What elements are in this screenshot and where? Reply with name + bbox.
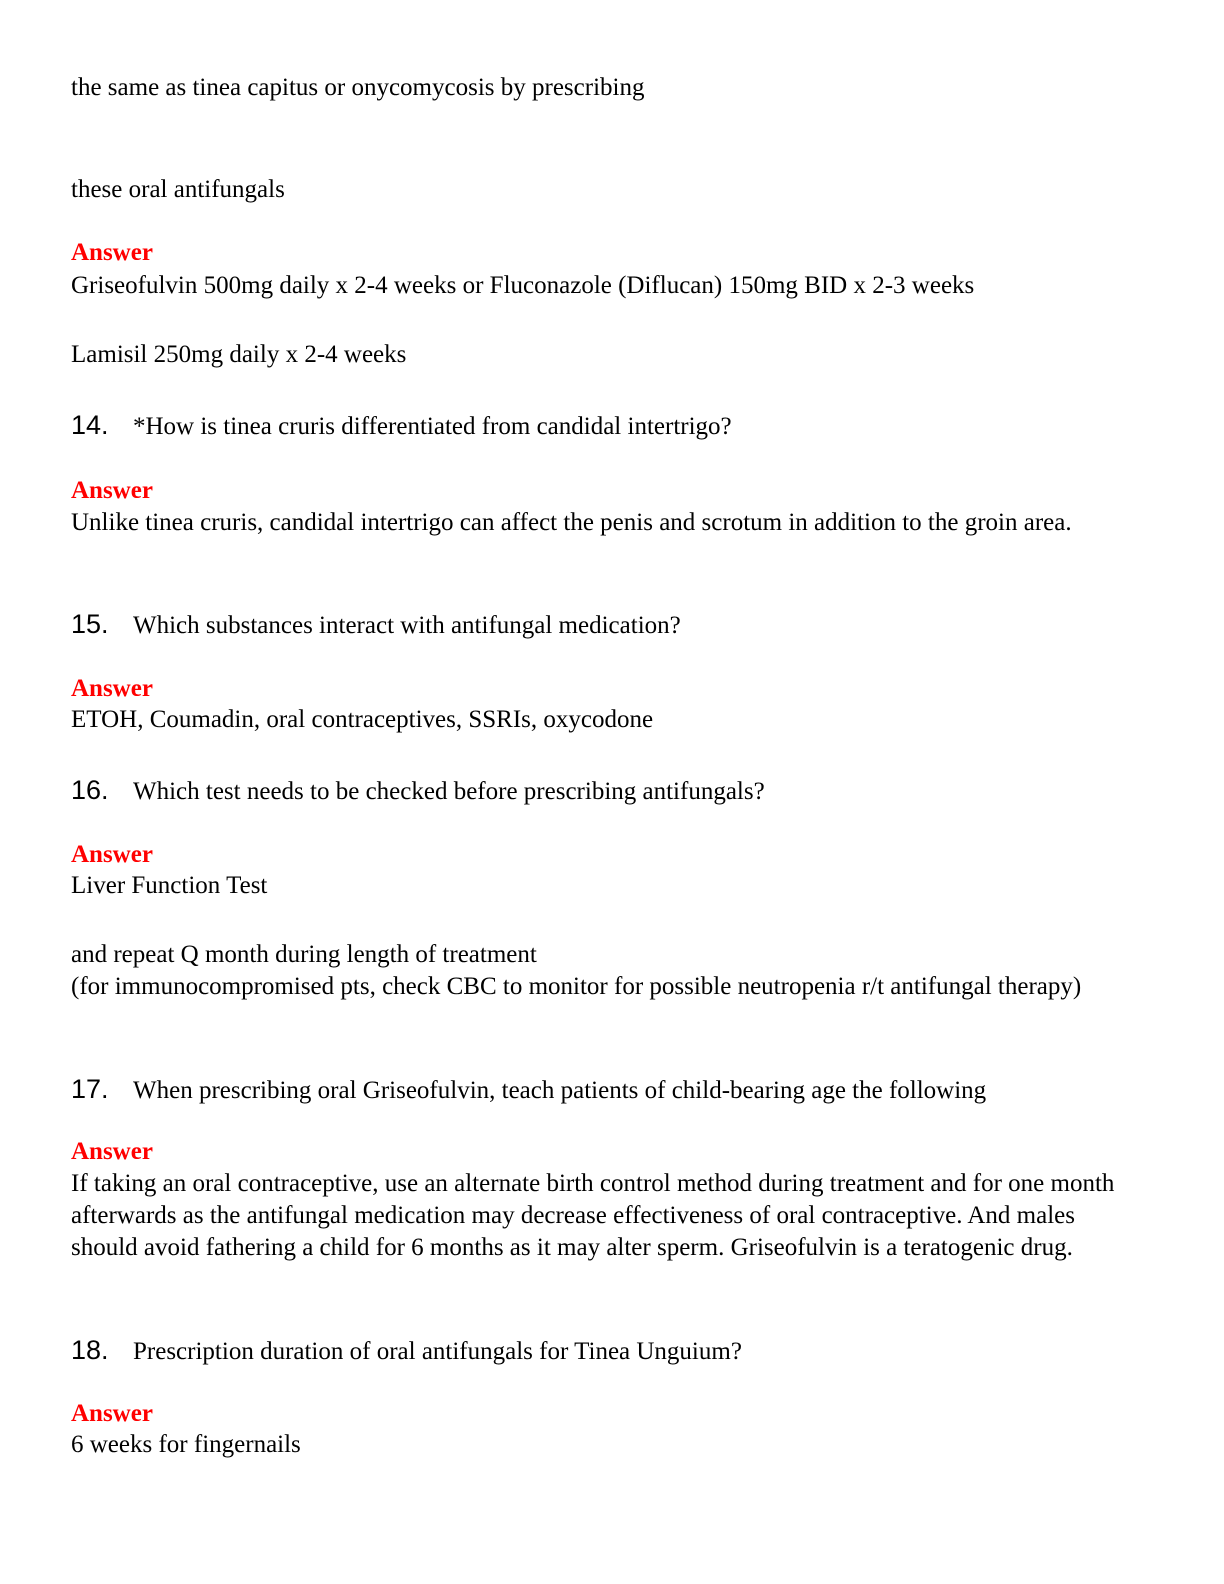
question-18 <box>71 1334 742 1368</box>
question-15 <box>71 608 681 642</box>
question-number: 14. <box>71 410 109 440</box>
answer-label-17: Answer <box>71 1138 153 1165</box>
question-number: 17. <box>71 1074 109 1104</box>
answer-label-16: Answer <box>71 841 153 868</box>
question-14 <box>71 409 732 443</box>
answer-label-15: Answer <box>71 675 153 702</box>
question-text: When prescribing oral Griseofulvin, teach patients of child-bearing age the following <box>133 1077 987 1104</box>
answer-label-13: Answer <box>71 239 153 266</box>
question-text: Which substances interact with antifungal medication? <box>133 612 681 639</box>
question-number: 15. <box>71 609 109 639</box>
answer-17: If taking an oral contraceptive, use an alternate birth control method during treatment and for one month afterwards as the antifungal medication may decrease effectiveness of oral contraceptive. And males should avoid fathering a child for 6 months as it may alter sperm. Griseofulvin is a teratogenic drug. <box>71 1170 1115 1261</box>
intro-line-2: these oral antifungals <box>71 176 285 203</box>
answer-16-extra-1: and repeat Q month during length of treatment <box>71 941 537 968</box>
question-text: *How is tinea cruris differentiated from candidal intertrigo? <box>133 413 732 440</box>
answer-label-14: Answer <box>71 477 153 504</box>
answer-13-line-2: Lamisil 250mg daily x 2-4 weeks <box>71 341 407 368</box>
answer-16: Liver Function Test <box>71 872 268 899</box>
answer-15: ETOH, Coumadin, oral contraceptives, SSRIs, oxycodone <box>71 706 654 733</box>
answer-18: 6 weeks for fingernails <box>71 1431 301 1458</box>
answer-14: Unlike tinea cruris, candidal intertrigo can affect the penis and scrotum in addition to the groin area. <box>71 509 1072 536</box>
answer-16-extra-2: (for immunocompromised pts, check CBC to monitor for possible neutropenia r/t antifungal therapy) <box>71 973 1082 1000</box>
answer-13-line-1: Griseofulvin 500mg daily x 2-4 weeks or Fluconazole (Diflucan) 150mg BID x 2-3 weeks <box>71 272 975 299</box>
question-16 <box>71 774 765 808</box>
question-17 <box>71 1073 986 1107</box>
intro-line-1: the same as tinea capitus or onycomycosis by prescribing <box>71 74 645 101</box>
answer-label-18: Answer <box>71 1400 153 1427</box>
question-text: Prescription duration of oral antifungals for Tinea Unguium? <box>133 1338 742 1365</box>
question-text: Which test needs to be checked before prescribing antifungals? <box>133 778 765 805</box>
question-number: 18. <box>71 1335 109 1365</box>
question-number: 16. <box>71 775 109 805</box>
